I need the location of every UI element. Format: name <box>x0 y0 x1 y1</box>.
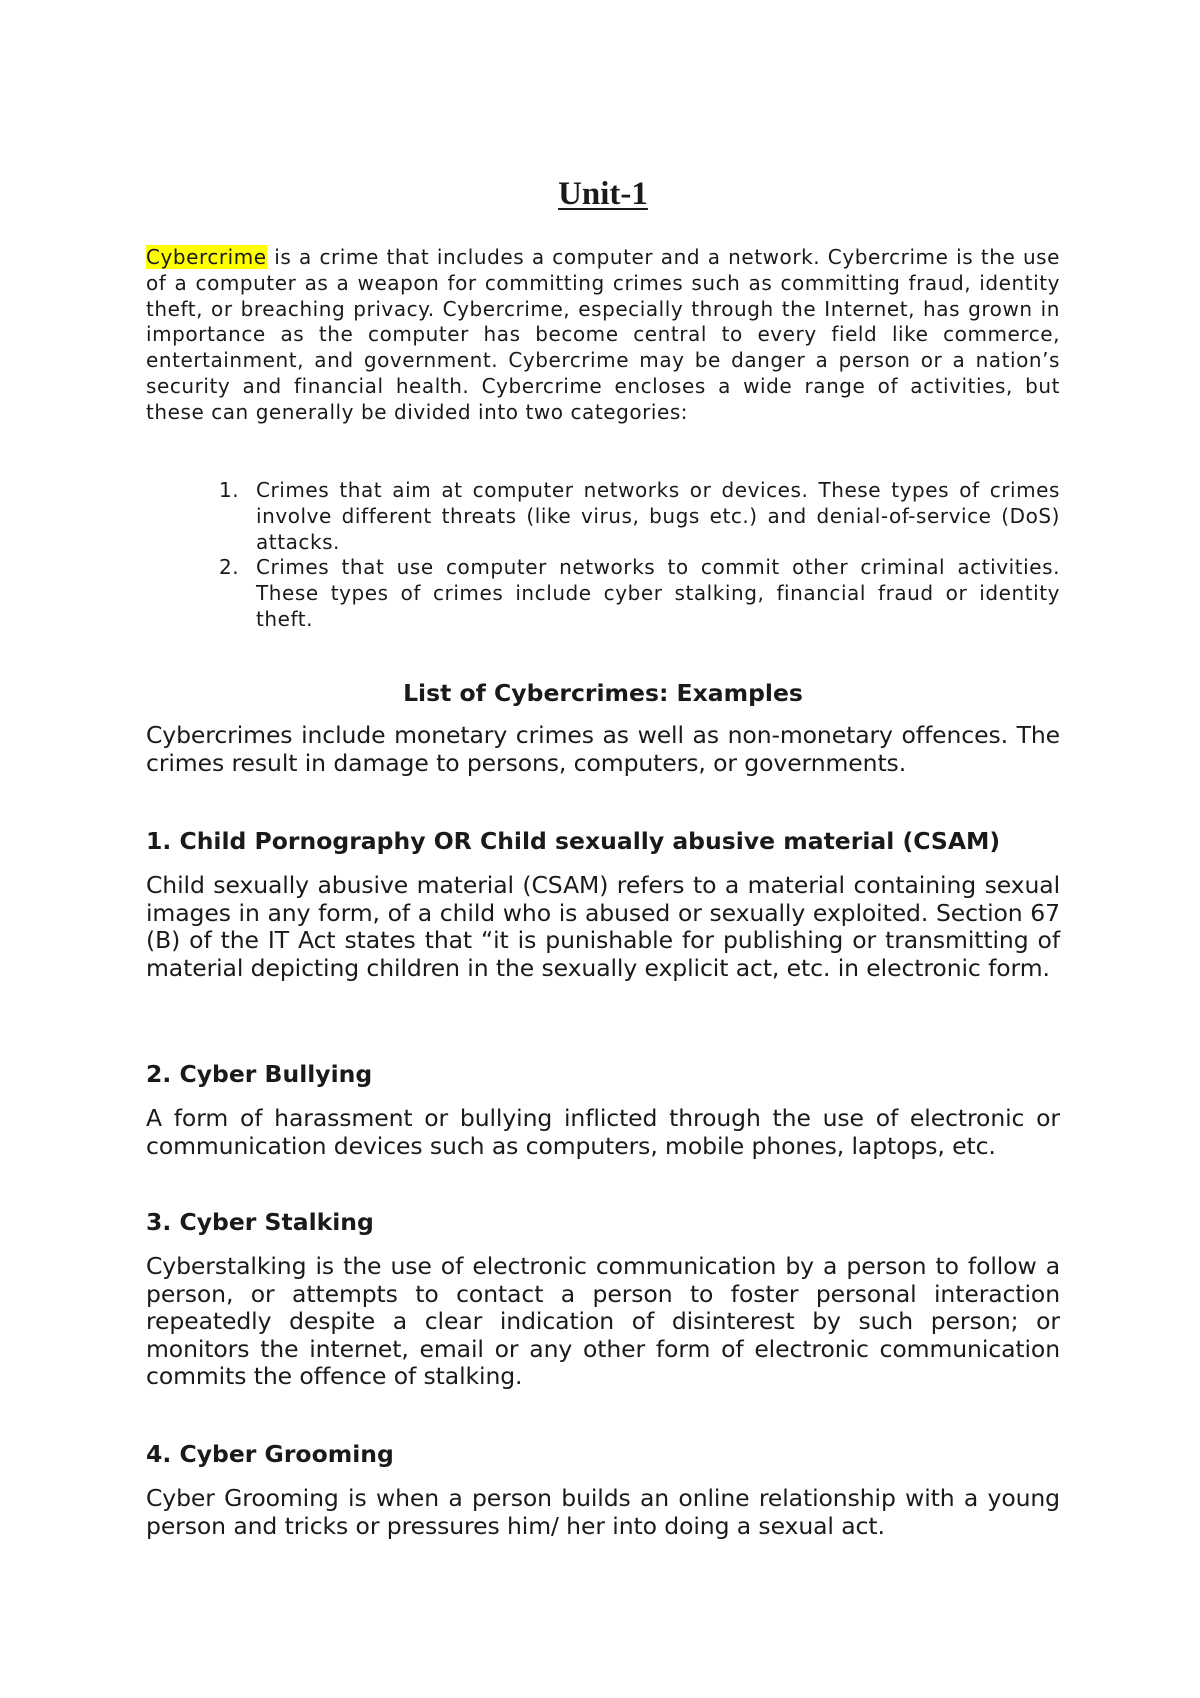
section-text-cyber-stalking: Cyberstalking is the use of electronic communication by a person to follow a person, or attempts to contact a person to foster personal interaction repeatedly despite a clear indication of disinterest by such person; or monitors the internet, email or any other form of electronic communication commits the offence of stalking. <box>146 1252 1060 1391</box>
intro-paragraph <box>146 245 1060 426</box>
highlighted-term: Cybercrime <box>146 245 267 269</box>
examples-heading: List of Cybercrimes: Examples <box>403 679 803 707</box>
page-title: Unit-1 <box>558 176 648 212</box>
list-item-number: 2. <box>219 555 240 580</box>
list-item-number: 1. <box>219 478 240 502</box>
section-text-csam: Child sexually abusive material (CSAM) refers to a material containing sexual images in any form, of a child who is abused or sexually exploited. Section 67 (B) of the IT Act states that “it is punishable for publishing or transmitting of material depicting children in the sexually explicit act, etc. in electronic form. <box>146 871 1060 982</box>
list-item-text: Crimes that use computer networks to commit other criminal activities. These types of crimes include cyber stalking, financial fraud or identity theft. <box>256 555 1060 631</box>
intro-text: is a crime that includes a computer and a network. Cybercrime is the use of a computer as a weapon for committing crimes such as committing fraud, identity theft, or breaching privacy. Cybercrime, especially through the Internet, has grown in importance as the computer has become central to every field like commerce, entertainment, and government. Cybercrime may be danger a person or a nation’s security and financial health. Cybercrime encloses a wide range of activities, but these can generally be divided into two categories: <box>146 245 1060 424</box>
section-heading-csam: 1. Child Pornography OR Child sexually abusive material (CSAM) <box>146 827 1001 855</box>
section-heading-cyber-stalking: 3. Cyber Stalking <box>146 1208 374 1236</box>
list-item-text: Crimes that aim at computer networks or devices. These types of crimes involve different threats (like virus, bugs etc.) and denial-of-service (DoS) attacks. <box>256 478 1060 554</box>
list-item <box>146 555 1060 632</box>
list-item <box>146 478 1060 555</box>
section-text-cyber-grooming: Cyber Grooming is when a person builds an online relationship with a young person and tricks or pressures him/ her into doing a sexual act. <box>146 1484 1060 1540</box>
examples-intro: Cybercrimes include monetary crimes as well as non-monetary offences. The crimes result in damage to persons, computers, or governments. <box>146 721 1060 777</box>
section-heading-cyber-grooming: 4. Cyber Grooming <box>146 1440 394 1468</box>
category-list <box>146 478 1060 633</box>
section-heading-cyber-bullying: 2. Cyber Bullying <box>146 1060 373 1088</box>
section-text-cyber-bullying: A form of harassment or bullying inflicted through the use of electronic or communication devices such as computers, mobile phones, laptops, etc. <box>146 1104 1060 1160</box>
